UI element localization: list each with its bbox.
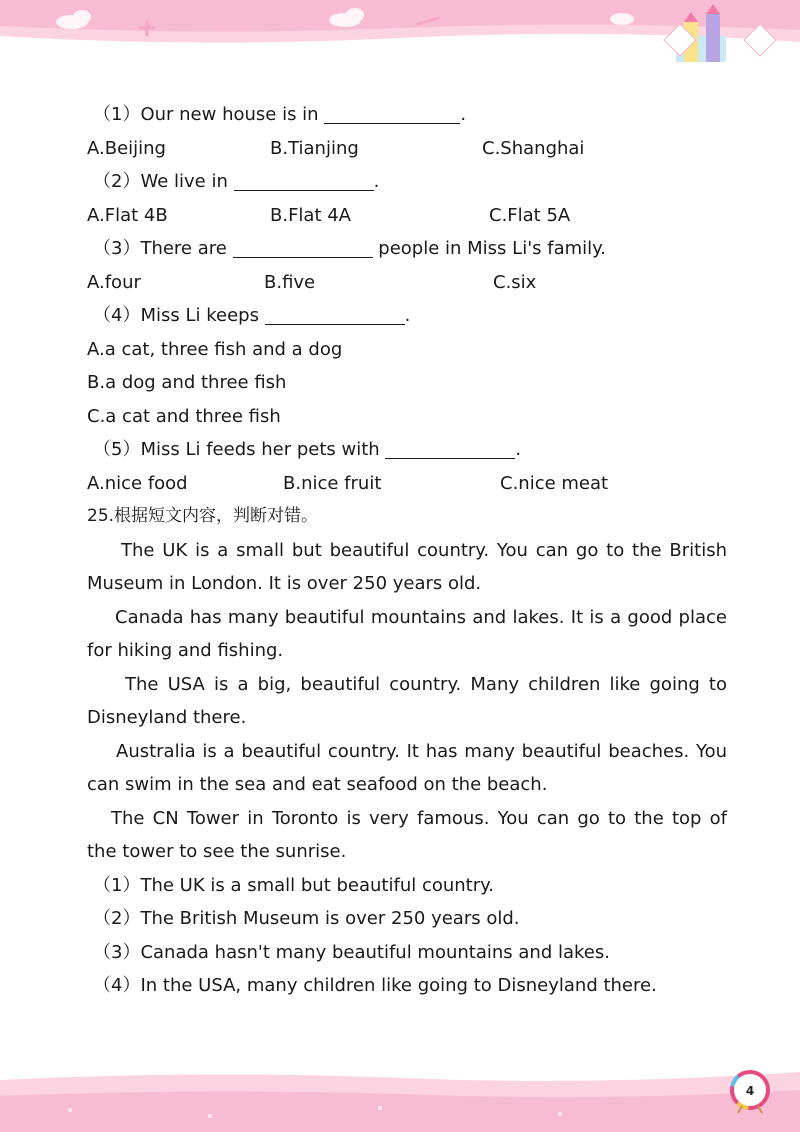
passage-paragraph-5: The CN Tower in Toronto is very famous. You can go to the top of the tower to see the sunrise. — [87, 807, 727, 862]
answer-blank[interactable] — [233, 235, 373, 258]
top-banner — [0, 0, 800, 80]
option-c[interactable]: C.a cat and three fish — [87, 405, 281, 427]
question-5: （5）Miss Li feeds her pets with . — [87, 433, 727, 467]
passage-paragraph-1: The UK is a small but beautiful country. You can go to the British Museum in London. It is over 250 years old. — [87, 539, 727, 594]
question-2: （2）We live in . — [87, 165, 727, 199]
statement-2: （2）The British Museum is over 250 years old. — [93, 908, 520, 929]
answer-blank[interactable] — [324, 101, 460, 124]
question-2-options — [87, 199, 727, 233]
passage-paragraph-2: Canada has many beautiful mountains and lakes. It is a good place for hiking and fishing. — [87, 606, 727, 661]
statement-3: （3）Canada hasn't many beautiful mountains and lakes. — [93, 941, 610, 963]
statement-1: （1）The UK is a small but beautiful country. — [93, 874, 494, 896]
option-a[interactable]: A.Flat 4B — [87, 204, 168, 226]
option-c[interactable]: C.six — [493, 271, 537, 293]
answer-blank[interactable] — [385, 436, 515, 459]
option-c[interactable]: C.Shanghai — [482, 137, 585, 159]
option-b[interactable]: B.Tianjing — [270, 137, 359, 159]
question-1: （1）Our new house is in . — [87, 98, 727, 132]
option-a[interactable]: A.nice food — [87, 472, 188, 494]
option-b[interactable]: B.five — [264, 271, 316, 293]
option-c[interactable]: C.nice meat — [500, 472, 609, 494]
question-1-options — [87, 132, 727, 166]
option-b[interactable]: B.nice fruit — [283, 472, 382, 494]
page-number: 4 — [745, 1084, 755, 1098]
statement-4: （4）In the USA, many children like going to Disneyland there. — [93, 975, 657, 996]
worksheet-content — [87, 98, 727, 1003]
option-b[interactable]: B.a dog and three fish — [87, 372, 287, 393]
answer-blank[interactable] — [265, 302, 405, 325]
answer-blank[interactable] — [234, 168, 374, 191]
option-b[interactable]: B.Flat 4A — [270, 204, 351, 226]
question-5-options — [87, 467, 727, 501]
question-3: （3）There are people in Miss Li's family. — [87, 232, 727, 266]
passage-paragraph-4: Australia is a beautiful country. It has many beautiful beaches. You can swim in the sea and eat seafood on the beach. — [87, 740, 727, 795]
page-number-badge — [728, 1070, 772, 1114]
passage-paragraph-3: The USA is a big, beautiful country. Many children like going to Disneyland there. — [87, 673, 727, 728]
question-4: （4）Miss Li keeps . — [87, 299, 727, 333]
option-a[interactable]: A.a cat, three fish and a dog — [87, 338, 343, 360]
option-a[interactable]: A.Beijing — [87, 137, 166, 159]
section-25-title: 25.根据短文内容，判断对错。 — [87, 506, 319, 526]
option-a[interactable]: A.four — [87, 271, 141, 293]
bottom-banner — [0, 1052, 800, 1132]
option-c[interactable]: C.Flat 5A — [489, 204, 571, 226]
question-3-options — [87, 266, 727, 300]
